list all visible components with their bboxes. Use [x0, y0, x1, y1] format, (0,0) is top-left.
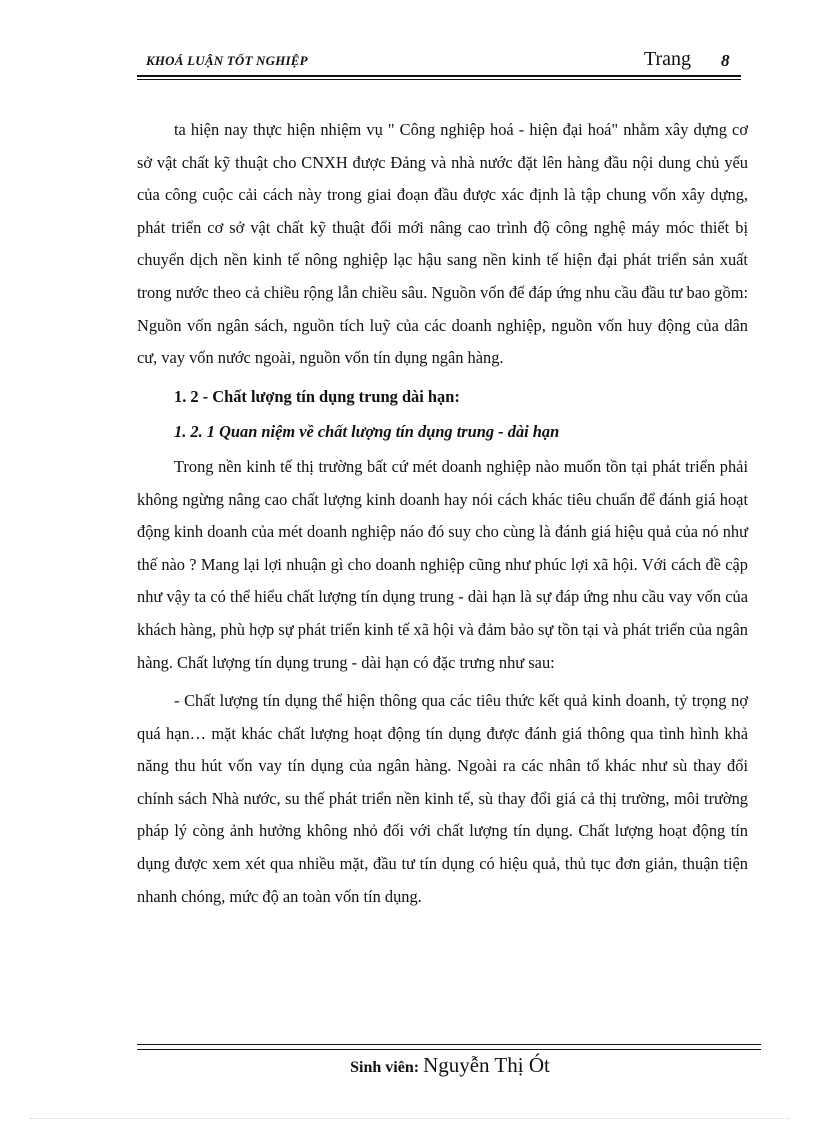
body-paragraph-2: Trong nền kinh tế thị trường bất cứ mét doanh nghiệp nào muốn tồn tại phát triển phải không ngừng nâng cao chất lượng kinh doanh hay nói cách khác tiêu chuẩn để đánh giá hoạt động kinh doanh của mét doanh nghiệp náo đó suy cho cùng là đánh giá hiệu quả của nó như thế nào ? Mang lại lợi nhuận gì cho doanh nghiệp cũng như phúc lợi xã hội. Với cách đề cập như vậy ta có thể hiểu chất lượng tín dụng trung - dài hạn là sự đáp ứng nhu cầu vay vốn của khách hàng, phù hợp sự phát triển kinh tế xã hội và đảm bảo sự tồn tại và phát triển của ngân hàng. Chất lượng tín dụng trung - dài hạn có đặc trưng như sau:	[137, 456, 748, 672]
body-paragraph-1: ta hiện nay thực hiện nhiệm vụ " Công nghiệp hoá - hiện đại hoá" nhằm xây dựng cơ sở vật chất kỹ thuật cho CNXH được Đảng và nhà nước đặt lên hàng đầu nội dung chủ yếu của công cuộc cải cách này trong giai đoạn đầu được xác định là tập chung vốn xây dựng, phát triển cơ sở vật chất kỹ thuật đổi mới nâng cao trình độ công nghệ máy móc thiết bị chuyển dịch nền kinh tế nông nghiệp lạc hậu sang nền kinh tế hiện đại phát triển sản xuất trong nước theo cả chiều rộng lẫn chiều sâu. Nguồn vốn để đáp ứng nhu cầu đầu tư bao gồm: Nguồn vốn ngân sách, nguồn tích luỹ của các doanh nghiệp, nguồn vốn huy động của dân cư, vay vốn nước ngoài, nguồn vốn tín dụng ngân hàng.	[137, 120, 748, 368]
page-number: 8	[721, 51, 730, 70]
document-title: KHOÁ LUẬN TỐT NGHIỆP	[146, 53, 308, 68]
page-label: Trang	[644, 48, 692, 70]
header-divider	[137, 75, 741, 80]
body-paragraph-3: - Chất lượng tín dụng thể hiện thông qua các tiêu thức kết quả kinh doanh, tỷ trọng nợ quá hạn… mặt khác chất lượng hoạt động tín dụng được đánh giá thông qua tình hình khả năng thu hút vốn vay tín dụng của ngân hàng. Ngoài ra các nhân tố khác như sù thay đổi chính sách Nhà nước, su thế phát triển nền kinh tế, sù thay đổi giá cả thị trường, môi trường pháp lý còng ảnh hưởng không nhỏ đối với chất lượng tín dụng. Chất lượng hoạt động tín dụng được xem xét qua nhiều mặt, đầu tư tín dụng có hiệu quả, thủ tục đơn giản, thuận tiện nhanh chóng, mức độ an toàn vốn tín dụng.	[137, 691, 748, 906]
footer-divider	[137, 1044, 761, 1050]
student-name: Nguyễn Thị Ót	[423, 1053, 550, 1077]
subsection-heading: 1. 2. 1 Quan niệm về chất lượng tín dụng trung - dài hạn	[174, 422, 560, 442]
footer-label: Sinh viên	[350, 1059, 414, 1076]
section-heading: 1. 2 - Chất lượng tín dụng trung dài hạn:	[174, 386, 460, 406]
page-footer: Sinh viên: Nguyễn Thị Ót	[350, 1053, 550, 1077]
page-header	[137, 46, 741, 74]
page-edge-line	[30, 1118, 790, 1119]
page-body	[137, 114, 748, 913]
